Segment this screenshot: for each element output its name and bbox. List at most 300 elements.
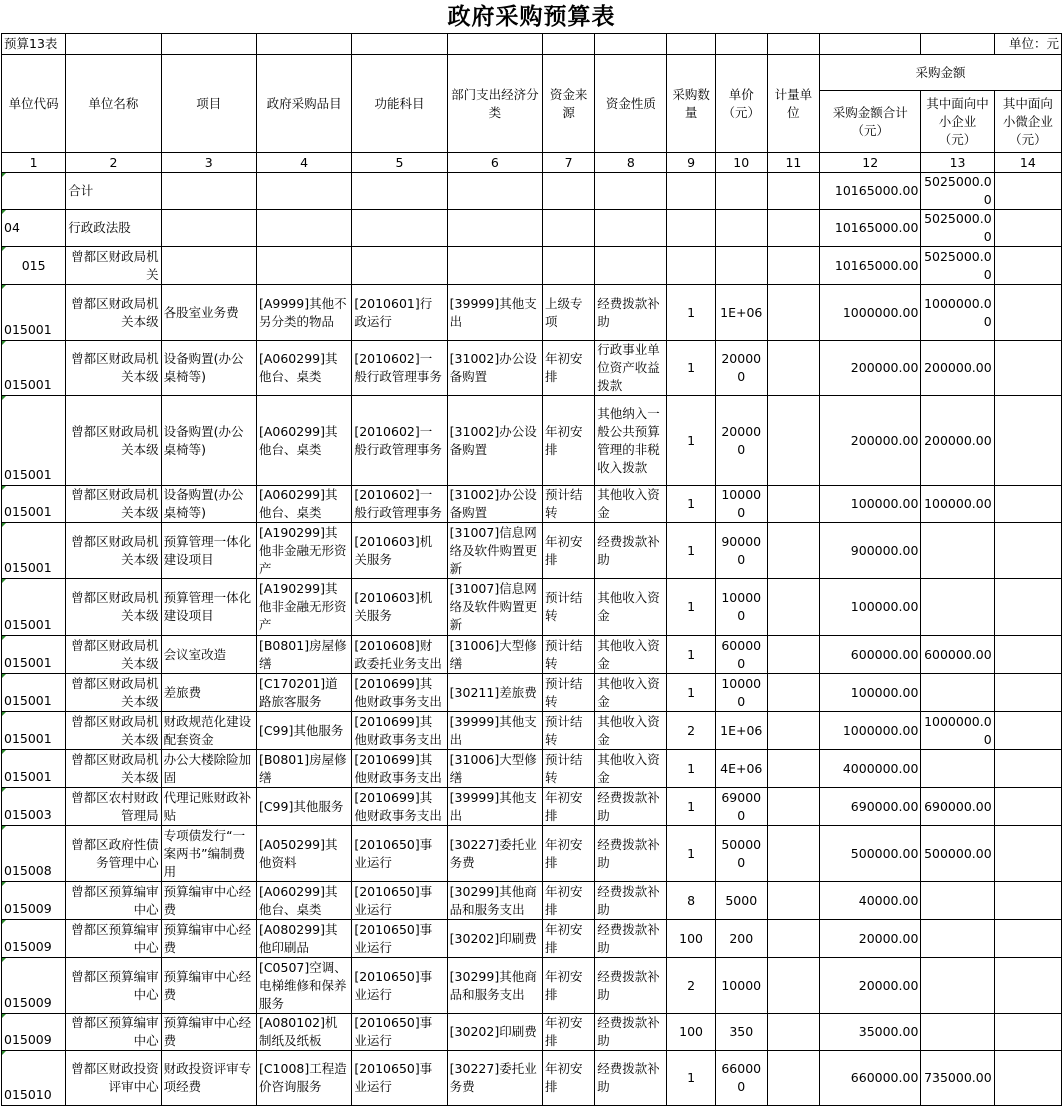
column-number: 1 <box>2 153 66 173</box>
fund-nature-cell: 经费拨款补助 <box>595 882 667 920</box>
measure-unit-cell <box>767 341 819 396</box>
amount-total-cell: 1000000.00 <box>820 712 921 750</box>
sme-amount-cell <box>921 674 994 712</box>
econ-class-cell: [31002]办公设备购置 <box>447 396 542 486</box>
econ-class-cell: [30299]其他商品和服务支出 <box>447 958 542 1014</box>
column-number: 7 <box>543 153 595 173</box>
measure-unit-cell <box>767 712 819 750</box>
unit-price-cell: 100000 <box>715 486 767 523</box>
empty-cell <box>715 173 767 210</box>
column-number: 2 <box>66 153 161 173</box>
summary-row <box>2 210 1062 247</box>
micro-amount-cell <box>994 579 1061 636</box>
unit-code-cell: 015001 <box>2 636 66 674</box>
table-row <box>2 396 1062 486</box>
fund-source-cell: 年初安排 <box>543 788 595 826</box>
econ-class-cell: [31002]办公设备购置 <box>447 486 542 523</box>
column-number: 12 <box>820 153 921 173</box>
header-micro: 其中面向小微企业（元） <box>994 91 1061 153</box>
measure-unit-cell <box>767 920 819 958</box>
unit-price-cell: 5000 <box>715 882 767 920</box>
table-row <box>2 523 1062 579</box>
empty-cell <box>595 210 667 247</box>
econ-class-cell: [30299]其他商品和服务支出 <box>447 882 542 920</box>
fund-source-cell: 年初安排 <box>543 920 595 958</box>
sme-amount-cell: 1000000.00 <box>921 285 994 341</box>
empty-cell <box>161 173 256 210</box>
measure-unit-cell <box>767 674 819 712</box>
empty-cell <box>161 210 256 247</box>
unit-price-cell: 900000 <box>715 523 767 579</box>
header-amount-group: 采购金额 <box>820 55 1062 91</box>
quantity-cell: 1 <box>667 750 715 788</box>
unit-code-cell: 015 <box>2 247 66 285</box>
summary-row <box>2 247 1062 285</box>
empty-cell <box>352 247 447 285</box>
unit-name-cell: 曾都区财政局机关本级 <box>66 523 161 579</box>
micro-amount-cell <box>994 636 1061 674</box>
unit-name-cell: 行政政法股 <box>66 210 161 247</box>
empty-cell <box>447 173 542 210</box>
sme-amount-cell: 690000.00 <box>921 788 994 826</box>
unit-price-cell: 660000 <box>715 1051 767 1106</box>
micro-amount-cell <box>994 674 1061 712</box>
function-cell: [2010650]事业运行 <box>352 920 447 958</box>
catalog-cell: [A060299]其他台、桌类 <box>256 882 351 920</box>
unit-name-cell: 曾都区财政局机关本级 <box>66 341 161 396</box>
unit-code-cell: 015003 <box>2 788 66 826</box>
unit-code-cell: 015001 <box>2 285 66 341</box>
sme-amount-cell: 5025000.00 <box>921 173 994 210</box>
micro-amount-cell <box>994 882 1061 920</box>
project-cell: 预算编审中心经费 <box>161 920 256 958</box>
function-cell: [2010602]一般行政管理事务 <box>352 486 447 523</box>
micro-amount-cell <box>994 341 1061 396</box>
amount-total-cell: 100000.00 <box>820 674 921 712</box>
fund-source-cell: 预计结转 <box>543 486 595 523</box>
project-cell: 各股室业务费 <box>161 285 256 341</box>
unit-name-cell: 曾都区财政局机关本级 <box>66 285 161 341</box>
table-id-label: 预算13表 <box>2 34 66 55</box>
measure-unit-cell <box>767 396 819 486</box>
micro-amount-cell <box>994 788 1061 826</box>
econ-class-cell: [31007]信息网络及软件购置更新 <box>447 523 542 579</box>
unit-price-cell: 200000 <box>715 341 767 396</box>
catalog-cell: [A060299]其他台、桌类 <box>256 396 351 486</box>
quantity-cell: 1 <box>667 826 715 882</box>
measure-unit-cell <box>767 788 819 826</box>
micro-amount-cell <box>994 247 1061 285</box>
unit-price-cell: 1E+06 <box>715 712 767 750</box>
measure-unit-cell <box>767 486 819 523</box>
unit-price-cell: 200000 <box>715 396 767 486</box>
amount-total-cell: 4000000.00 <box>820 750 921 788</box>
sme-amount-cell <box>921 958 994 1014</box>
unit-price-cell: 350 <box>715 1014 767 1051</box>
measure-unit-cell <box>767 750 819 788</box>
amount-total-cell: 660000.00 <box>820 1051 921 1106</box>
unit-code-cell: 015009 <box>2 920 66 958</box>
sme-amount-cell: 200000.00 <box>921 396 994 486</box>
unit-price-cell: 500000 <box>715 826 767 882</box>
project-cell: 预算编审中心经费 <box>161 1014 256 1051</box>
micro-amount-cell <box>994 285 1061 341</box>
column-number: 5 <box>352 153 447 173</box>
quantity-cell: 1 <box>667 486 715 523</box>
fund-source-cell: 年初安排 <box>543 882 595 920</box>
table-row <box>2 341 1062 396</box>
column-number: 14 <box>994 153 1061 173</box>
table-row <box>2 285 1062 341</box>
project-cell: 专项债发行“一案两书”编制费用 <box>161 826 256 882</box>
measure-unit-cell <box>767 579 819 636</box>
header-qty: 采购数量 <box>667 55 715 153</box>
econ-class-cell: [39999]其他支出 <box>447 285 542 341</box>
amount-total-cell: 40000.00 <box>820 882 921 920</box>
amount-total-cell: 600000.00 <box>820 636 921 674</box>
fund-nature-cell: 其他收入资金 <box>595 636 667 674</box>
fund-source-cell: 预计结转 <box>543 712 595 750</box>
empty-cell <box>667 210 715 247</box>
sme-amount-cell: 1000000.00 <box>921 712 994 750</box>
catalog-cell: [A190299]其他非金融无形资产 <box>256 579 351 636</box>
function-cell: [2010650]事业运行 <box>352 882 447 920</box>
sme-amount-cell <box>921 882 994 920</box>
table-row <box>2 1051 1062 1106</box>
unit-code-cell: 015009 <box>2 1014 66 1051</box>
project-cell: 财政投资评审专项经费 <box>161 1051 256 1106</box>
function-cell: [2010650]事业运行 <box>352 1014 447 1051</box>
micro-amount-cell <box>994 712 1061 750</box>
quantity-cell: 1 <box>667 396 715 486</box>
function-cell: [2010699]其他财政事务支出 <box>352 712 447 750</box>
fund-nature-cell: 经费拨款补助 <box>595 788 667 826</box>
unit-code-cell: 015008 <box>2 826 66 882</box>
catalog-cell: [A190299]其他非金融无形资产 <box>256 523 351 579</box>
micro-amount-cell <box>994 173 1061 210</box>
micro-amount-cell <box>994 826 1061 882</box>
fund-source-cell: 年初安排 <box>543 1014 595 1051</box>
unit-name-cell: 曾都区预算编审中心 <box>66 958 161 1014</box>
micro-amount-cell <box>994 210 1061 247</box>
header-project: 项目 <box>161 55 256 153</box>
column-number: 10 <box>715 153 767 173</box>
quantity-cell: 100 <box>667 920 715 958</box>
catalog-cell: [A060299]其他台、桌类 <box>256 341 351 396</box>
project-cell: 预算编审中心经费 <box>161 882 256 920</box>
amount-total-cell: 200000.00 <box>820 396 921 486</box>
column-number: 11 <box>767 153 819 173</box>
fund-source-cell: 年初安排 <box>543 396 595 486</box>
table-row <box>2 788 1062 826</box>
unit-price-cell: 100000 <box>715 674 767 712</box>
micro-amount-cell <box>994 396 1061 486</box>
empty-cell <box>256 210 351 247</box>
unit-code-cell: 015010 <box>2 1051 66 1106</box>
empty-cell <box>352 210 447 247</box>
micro-amount-cell <box>994 750 1061 788</box>
empty-cell <box>767 173 819 210</box>
fund-nature-cell: 其他收入资金 <box>595 712 667 750</box>
function-cell: [2010699]其他财政事务支出 <box>352 674 447 712</box>
unit-name-cell: 曾都区财政局机关本级 <box>66 674 161 712</box>
column-number: 3 <box>161 153 256 173</box>
unit-name-cell: 曾都区预算编审中心 <box>66 1014 161 1051</box>
header-unit-name: 单位名称 <box>66 55 161 153</box>
sme-amount-cell: 735000.00 <box>921 1051 994 1106</box>
project-cell: 会议室改造 <box>161 636 256 674</box>
amount-total-cell: 100000.00 <box>820 579 921 636</box>
catalog-cell: [C99]其他服务 <box>256 788 351 826</box>
header-catalog: 政府采购品目 <box>256 55 351 153</box>
fund-nature-cell: 其他纳入一般公共预算管理的非税收入拨款 <box>595 396 667 486</box>
micro-amount-cell <box>994 958 1061 1014</box>
amount-total-cell: 10165000.00 <box>820 210 921 247</box>
procurement-budget-table <box>1 33 1062 1106</box>
econ-class-cell: [30227]委托业务费 <box>447 1051 542 1106</box>
measure-unit-cell <box>767 826 819 882</box>
unit-code-cell: 015009 <box>2 958 66 1014</box>
empty-cell <box>543 210 595 247</box>
amount-total-cell: 200000.00 <box>820 341 921 396</box>
empty-cell <box>595 173 667 210</box>
measure-unit-cell <box>767 636 819 674</box>
column-number: 8 <box>595 153 667 173</box>
fund-nature-cell: 其他收入资金 <box>595 674 667 712</box>
unit-name-cell: 曾都区预算编审中心 <box>66 920 161 958</box>
fund-nature-cell: 其他收入资金 <box>595 579 667 636</box>
function-cell: [2010650]事业运行 <box>352 958 447 1014</box>
function-cell: [2010650]事业运行 <box>352 826 447 882</box>
econ-class-cell: [31002]办公设备购置 <box>447 341 542 396</box>
fund-source-cell: 上级专项 <box>543 285 595 341</box>
unit-price-cell: 4E+06 <box>715 750 767 788</box>
column-number: 6 <box>447 153 542 173</box>
measure-unit-cell <box>767 958 819 1014</box>
fund-nature-cell: 经费拨款补助 <box>595 1014 667 1051</box>
table-row <box>2 579 1062 636</box>
project-cell: 设备购置(办公桌椅等) <box>161 396 256 486</box>
column-number-row <box>2 153 1062 173</box>
sme-amount-cell <box>921 920 994 958</box>
fund-nature-cell: 经费拨款补助 <box>595 958 667 1014</box>
catalog-cell: [B0801]房屋修缮 <box>256 750 351 788</box>
unit-name-cell: 曾都区农村财政管理局 <box>66 788 161 826</box>
quantity-cell: 1 <box>667 788 715 826</box>
unit-price-cell: 200 <box>715 920 767 958</box>
fund-source-cell: 年初安排 <box>543 958 595 1014</box>
header-price: 单价（元） <box>715 55 767 153</box>
sme-amount-cell <box>921 579 994 636</box>
amount-total-cell: 10165000.00 <box>820 173 921 210</box>
header-fund-source: 资金来源 <box>543 55 595 153</box>
fund-nature-cell: 经费拨款补助 <box>595 285 667 341</box>
fund-source-cell: 年初安排 <box>543 1051 595 1106</box>
quantity-cell: 2 <box>667 958 715 1014</box>
unit-name-cell: 曾都区财政局机关 <box>66 247 161 285</box>
micro-amount-cell <box>994 1051 1061 1106</box>
empty-cell <box>767 247 819 285</box>
unit-name-cell: 曾都区财政局机关本级 <box>66 712 161 750</box>
summary-row <box>2 173 1062 210</box>
fund-source-cell: 年初安排 <box>543 341 595 396</box>
project-cell: 财政规范化建设配套资金 <box>161 712 256 750</box>
unit-code-cell: 015001 <box>2 341 66 396</box>
quantity-cell: 1 <box>667 523 715 579</box>
unit-code-cell: 015001 <box>2 712 66 750</box>
fund-source-cell: 预计结转 <box>543 636 595 674</box>
table-row <box>2 1014 1062 1051</box>
unit-name-cell: 合计 <box>66 173 161 210</box>
empty-cell <box>767 210 819 247</box>
measure-unit-cell <box>767 285 819 341</box>
empty-cell <box>447 247 542 285</box>
empty-cell <box>543 173 595 210</box>
fund-nature-cell: 经费拨款补助 <box>595 1051 667 1106</box>
unit-code-cell <box>2 173 66 210</box>
unit-price-cell: 690000 <box>715 788 767 826</box>
header-fund-nature: 资金性质 <box>595 55 667 153</box>
quantity-cell: 1 <box>667 674 715 712</box>
empty-cell <box>352 173 447 210</box>
empty-cell <box>667 247 715 285</box>
project-cell: 预算管理一体化建设项目 <box>161 579 256 636</box>
sme-amount-cell: 5025000.00 <box>921 247 994 285</box>
empty-cell <box>256 247 351 285</box>
unit-name-cell: 曾都区财政局机关本级 <box>66 636 161 674</box>
function-cell: [2010650]事业运行 <box>352 1051 447 1106</box>
empty-cell <box>667 173 715 210</box>
unit-name-cell: 曾都区财政投资评审中心 <box>66 1051 161 1106</box>
column-number: 4 <box>256 153 351 173</box>
amount-total-cell: 1000000.00 <box>820 285 921 341</box>
quantity-cell: 2 <box>667 712 715 750</box>
fund-nature-cell: 行政事业单位资产收益拨款 <box>595 341 667 396</box>
header-function: 功能科目 <box>352 55 447 153</box>
function-cell: [2010603]机关服务 <box>352 523 447 579</box>
project-cell: 差旅费 <box>161 674 256 712</box>
project-cell: 设备购置(办公桌椅等) <box>161 341 256 396</box>
econ-class-cell: [31006]大型修缮 <box>447 750 542 788</box>
econ-class-cell: [30211]差旅费 <box>447 674 542 712</box>
fund-nature-cell: 经费拨款补助 <box>595 826 667 882</box>
function-cell: [2010603]机关服务 <box>352 579 447 636</box>
fund-source-cell: 年初安排 <box>543 523 595 579</box>
catalog-cell: [A060299]其他台、桌类 <box>256 486 351 523</box>
catalog-cell: [B0801]房屋修缮 <box>256 636 351 674</box>
amount-total-cell: 35000.00 <box>820 1014 921 1051</box>
function-cell: [2010699]其他财政事务支出 <box>352 788 447 826</box>
amount-total-cell: 900000.00 <box>820 523 921 579</box>
header-econ: 部门支出经济分类 <box>447 55 542 153</box>
catalog-cell: [C0507]空调、电梯维修和保养服务 <box>256 958 351 1014</box>
unit-price-cell: 10000 <box>715 958 767 1014</box>
empty-cell <box>715 210 767 247</box>
table-row <box>2 826 1062 882</box>
unit-price-cell: 600000 <box>715 636 767 674</box>
catalog-cell: [C170201]道路旅客服务 <box>256 674 351 712</box>
econ-class-cell: [31007]信息网络及软件购置更新 <box>447 579 542 636</box>
sme-amount-cell: 500000.00 <box>921 826 994 882</box>
micro-amount-cell <box>994 486 1061 523</box>
sme-amount-cell <box>921 1014 994 1051</box>
econ-class-cell: [30227]委托业务费 <box>447 826 542 882</box>
table-row <box>2 958 1062 1014</box>
project-cell: 预算管理一体化建设项目 <box>161 523 256 579</box>
table-row <box>2 636 1062 674</box>
project-cell: 设备购置(办公桌椅等) <box>161 486 256 523</box>
table-row <box>2 674 1062 712</box>
column-number: 13 <box>921 153 994 173</box>
quantity-cell: 1 <box>667 1051 715 1106</box>
unit-code-cell: 015009 <box>2 882 66 920</box>
fund-nature-cell: 其他收入资金 <box>595 486 667 523</box>
unit-name-cell: 曾都区财政局机关本级 <box>66 750 161 788</box>
empty-cell <box>715 247 767 285</box>
header-sme: 其中面向中小企业（元） <box>921 91 994 153</box>
unit-name-cell: 曾都区政府性债务管理中心 <box>66 826 161 882</box>
measure-unit-cell <box>767 1051 819 1106</box>
unit-name-cell: 曾都区财政局机关本级 <box>66 396 161 486</box>
empty-cell <box>595 247 667 285</box>
function-cell: [2010608]财政委托业务支出 <box>352 636 447 674</box>
fund-source-cell: 预计结转 <box>543 674 595 712</box>
catalog-cell: [A080299]其他印刷品 <box>256 920 351 958</box>
sme-amount-cell <box>921 750 994 788</box>
micro-amount-cell <box>994 523 1061 579</box>
table-meta-row <box>2 34 1062 55</box>
empty-cell <box>447 210 542 247</box>
unit-name-cell: 曾都区财政局机关本级 <box>66 579 161 636</box>
header-amount-total: 采购金额合计（元） <box>820 91 921 153</box>
measure-unit-cell <box>767 1014 819 1051</box>
header-unit-code: 单位代码 <box>2 55 66 153</box>
quantity-cell: 1 <box>667 579 715 636</box>
measure-unit-cell <box>767 882 819 920</box>
unit-code-cell: 015001 <box>2 523 66 579</box>
unit-code-cell: 015001 <box>2 396 66 486</box>
quantity-cell: 1 <box>667 341 715 396</box>
micro-amount-cell <box>994 1014 1061 1051</box>
econ-class-cell: [31006]大型修缮 <box>447 636 542 674</box>
quantity-cell: 100 <box>667 1014 715 1051</box>
sme-amount-cell: 200000.00 <box>921 341 994 396</box>
unit-code-cell: 04 <box>2 210 66 247</box>
quantity-cell: 1 <box>667 285 715 341</box>
unit-price-cell: 1E+06 <box>715 285 767 341</box>
unit-code-cell: 015001 <box>2 579 66 636</box>
quantity-cell: 8 <box>667 882 715 920</box>
page-title: 政府采购预算表 <box>447 4 616 30</box>
sme-amount-cell: 600000.00 <box>921 636 994 674</box>
unit-code-cell: 015001 <box>2 750 66 788</box>
quantity-cell: 1 <box>667 636 715 674</box>
econ-class-cell: [39999]其他支出 <box>447 712 542 750</box>
unit-label: 单位：元 <box>994 34 1061 55</box>
econ-class-cell: [30202]印刷费 <box>447 1014 542 1051</box>
catalog-cell: [A080102]机制纸及纸板 <box>256 1014 351 1051</box>
econ-class-cell: [39999]其他支出 <box>447 788 542 826</box>
fund-source-cell: 年初安排 <box>543 826 595 882</box>
project-cell: 代理记账财政补贴 <box>161 788 256 826</box>
catalog-cell: [C1008]工程造价咨询服务 <box>256 1051 351 1106</box>
table-row <box>2 920 1062 958</box>
amount-total-cell: 20000.00 <box>820 958 921 1014</box>
unit-price-cell: 100000 <box>715 579 767 636</box>
table-row <box>2 712 1062 750</box>
empty-cell <box>543 247 595 285</box>
fund-source-cell: 预计结转 <box>543 579 595 636</box>
